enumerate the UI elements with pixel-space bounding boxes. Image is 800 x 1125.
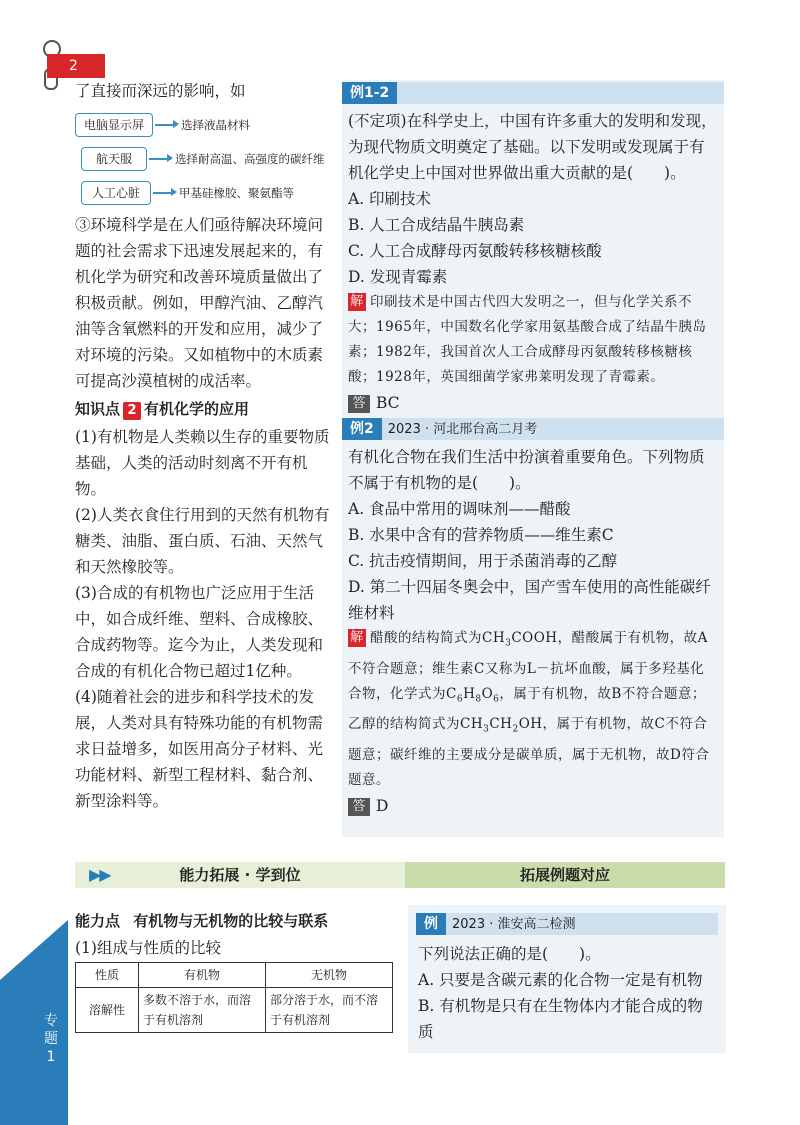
diagram-item: 人工心脏: [81, 181, 151, 205]
table-cell: 多数不溶于水，而溶于有机溶剂: [139, 988, 266, 1033]
solution-content: OH，属于有机物，故C不符合题意；碳纤维的主要成分是碳单质，属于无机物，故D符合题意。: [348, 716, 710, 789]
ability-title: 有机物与无机物的比较与联系: [133, 912, 329, 930]
ability-heading: [75, 910, 328, 931]
answer-tag: 答: [348, 395, 370, 413]
answer-value: BC: [376, 394, 400, 412]
comparison-table: [75, 962, 393, 1033]
subscript: 8: [475, 694, 482, 705]
table-row: [76, 988, 393, 1033]
kp-title: 有机化学的应用: [144, 400, 250, 418]
subscript: 3: [483, 725, 490, 736]
solution-text: [348, 290, 718, 390]
diagram-desc: 甲基硅橡胶、聚氨酯等: [179, 186, 295, 200]
option-item: B. 有机物是只有在生物体内才能合成的物质: [418, 997, 703, 1041]
example-body: [408, 941, 726, 1045]
option-item: B. 人工合成结晶牛胰岛素: [348, 216, 525, 234]
banner-left: [75, 862, 405, 888]
point-item: (2)人类衣食住行用到的天然有机物有糖类、油脂、蛋白质、石油、天然气和天然橡胶等。: [75, 506, 330, 576]
table-cell: 部分溶于水，而不溶于有机溶剂: [266, 988, 393, 1033]
diagram-item: 电脑显示屏: [75, 113, 153, 137]
ability-prefix: 能力点: [75, 912, 121, 930]
subscript: 3: [505, 638, 512, 649]
solution-content: COOH，醋酸属于有机物，故A不符合题意；维生素C又称为L－抗坏血酸，属于多羟基化合物，化学式为C: [348, 630, 708, 702]
banner-left-title: 能力拓展 · 学到位: [179, 866, 301, 884]
solution-content: O: [481, 685, 494, 702]
page-number: 2: [47, 54, 105, 78]
option-item: D. 发现青霉素: [348, 268, 448, 286]
example-tag: 例: [416, 913, 446, 935]
table-header: 有机物: [139, 963, 266, 988]
solution-tag: 解: [348, 293, 366, 311]
option-item: A. 食品中常用的调味剂——醋酸: [348, 500, 571, 518]
left-column: [75, 78, 333, 814]
example-source: 2023 · 淮安高二检测: [452, 917, 576, 932]
example-body: [342, 444, 724, 819]
question-text: (不定项)在科学史上，中国有许多重大的发明和发现，为现代物质文明奠定了基础。以下发明或发现属于有机化学史上中国对世界做出重大贡献的是( )。: [348, 112, 717, 182]
option-item: D. 第二十四届冬奥会中，国产雪车使用的高性能碳纤维材料: [348, 578, 711, 622]
solution-content: CH: [489, 716, 513, 733]
diagram-row: [75, 178, 333, 208]
example-header: [342, 82, 724, 104]
diagram-desc: 选择耐高温、高强度的碳纤维: [175, 152, 325, 166]
table-header-row: [76, 963, 393, 988]
example-tag: 例1-2: [342, 82, 397, 104]
diagram-row: [75, 144, 333, 174]
answer-tag: 答: [348, 798, 370, 816]
subscript: 2: [512, 725, 519, 736]
table-header: 无机物: [266, 963, 393, 988]
materials-diagram: [75, 110, 333, 208]
diagram-item: 航天服: [81, 147, 147, 171]
banner-right-title: 拓展例题对应: [519, 866, 610, 884]
option-item: C. 抗击疫情期间，用于杀菌消毒的乙醇: [348, 552, 618, 570]
table-cell: 溶解性: [76, 988, 139, 1033]
intro-text: 了直接而深远的影响，如: [75, 82, 246, 100]
option-item: C. 人工合成酵母丙氨酸转移核糖核酸: [348, 242, 602, 260]
point-item: (4)随着社会的进步和科学技术的发展，人类对具有特殊功能的有机物需求日益增多，如医用高分子材料、光功能材料、新型工程材料、黏合剂、新型涂料等。: [75, 688, 324, 810]
example-source: 2023 · 河北邢台高二月考: [387, 422, 538, 437]
solution-content: 醋酸的结构简式为CH: [370, 630, 506, 646]
double-arrow-icon: ▶▶: [89, 865, 110, 884]
knowledge-point-heading: [75, 396, 333, 422]
diagram-row: [75, 110, 333, 140]
diagram-desc: 选择液晶材料: [181, 118, 251, 132]
option-item: A. 只要是含碳元素的化合物一定是有机物: [418, 971, 703, 989]
subscript: 6: [493, 694, 500, 705]
section-banner: [75, 862, 725, 888]
answer-line: [348, 390, 718, 416]
example-header: [342, 418, 724, 440]
solution-content: 印刷技术是中国古代四大发明之一，但与化学关系不大；1965年，中国数名化学家用氨基酸合成了结晶牛胰岛素；1982年，我国首次人工合成酵母丙氨酸转移核糖核酸；1928年，英国细菌学家弗莱明发现了青霉素。: [348, 294, 707, 385]
subscript: 6: [456, 694, 464, 705]
extension-example: [408, 905, 726, 1053]
sidebar-corner: [0, 920, 68, 980]
option-item: B. 水果中含有的营养物质——维生素C: [348, 526, 614, 544]
answer-value: D: [376, 797, 389, 816]
point-item: (3)合成的有机物也广泛应用于生活中，如合成纤维、塑料、合成橡胶、合成药物等。迄今为止，人类发现和合成的有机化合物已超过1亿种。: [75, 584, 324, 680]
example-header: [416, 913, 718, 935]
arrow-right-icon: [153, 192, 175, 194]
question-text: 下列说法正确的是( )。: [418, 945, 601, 963]
environment-paragraph: ③环境科学是在人们亟待解决环境问题的社会需求下迅速发展起来的，有机化学为研究和改善环境质量做出了积极贡献。例如，甲醇汽油、乙醇汽油等含氧燃料的开发和应用，减少了对环境的污染。又如植物中的木质素可提高沙漠植树的成活率。: [75, 216, 324, 390]
example-body: [342, 108, 724, 416]
chapter-label: 专题1: [44, 1013, 58, 1065]
example-tag: 例2: [342, 418, 382, 440]
banner-right: [405, 862, 725, 888]
examples-panel: [342, 80, 724, 837]
solution-tag: 解: [348, 629, 366, 647]
solution-content: ，属于有机物，故B不符合题意；乙醇的结构简式为CH: [348, 685, 706, 733]
point-item: (1)有机物是人类赖以生存的重要物质基础，人类的活动时刻离不开有机物。: [75, 428, 330, 498]
question-text: 有机化合物在我们生活中扮演着重要角色。下列物质不属于有机物的是( )。: [348, 448, 705, 492]
kp-prefix: 知识点: [75, 400, 121, 418]
solution-text: [348, 626, 718, 793]
table-header: 性质: [76, 963, 139, 988]
arrow-right-icon: [155, 124, 177, 126]
option-item: A. 印刷技术: [348, 190, 432, 208]
ability-subheading: (1)组成与性质的比较: [75, 939, 221, 957]
arrow-right-icon: [149, 158, 171, 160]
kp-number: 2: [123, 402, 141, 420]
solution-content: H: [463, 685, 476, 702]
answer-line: [348, 793, 718, 819]
